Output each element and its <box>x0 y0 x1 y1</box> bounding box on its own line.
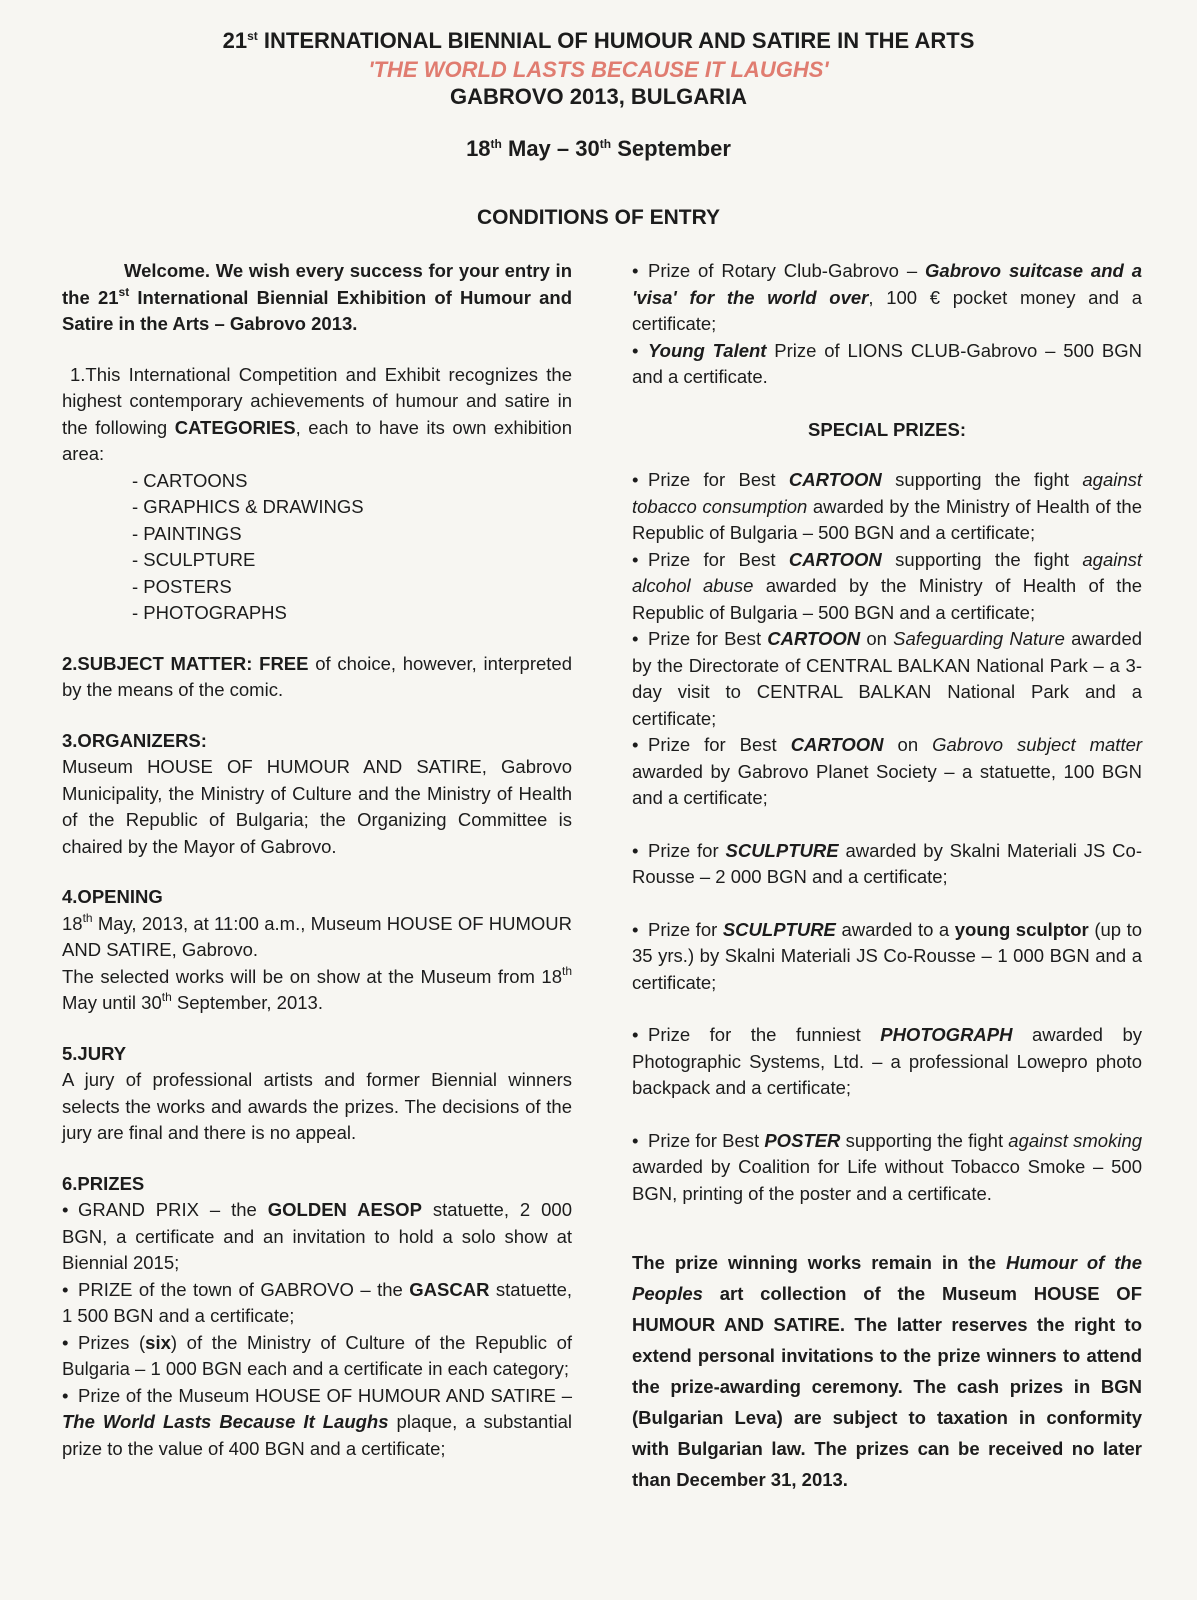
biennial-title: 21st INTERNATIONAL BIENNIAL OF HUMOUR AND SATIRE IN THE ARTS <box>222 28 975 53</box>
special-prize-item: • Prize for the funniest PHOTOGRAPH awarded by Photographic Systems, Ltd. – a professional Lowepro photo backpack and a certificate; <box>632 1024 1142 1098</box>
special-prize-item: • Prize for Best CARTOON supporting the fight against alcohol abuse awarded by the Ministry of Health of the Republic of Bulgaria – 500 BGN and a certificate; <box>632 548 1143 623</box>
prize-item: • Prizes (six) of the Ministry of Culture of the Republic of Bulgaria – 1 000 BGN each and a certificate in each category; <box>62 1331 572 1379</box>
closing-paragraph: The prize winning works remain in the Humour of the Peoples art collection of the Museum HOUSE OF HUMOUR AND SATIRE. The latter reserves the right to extend personal invitations to the prize winners to attend the prize-awarding ceremony. The cash prizes in BGN (Bulgarian Leva) are subject to taxation in conformity with Bulgarian law. The prizes can be received no later than December 31, 2013. <box>632 1252 1143 1490</box>
special-prize-item: • Prize for SCULPTURE awarded to a young sculptor (up to 35 yrs.) by Skalni Materiali JS Co-Rousse – 1 000 BGN and a certificate; <box>632 918 1143 993</box>
section-jury: 5.JURY A jury of professional artists and former Biennial winners selects the works and awards the prizes. The decisions of the jury are final and there is no appeal. <box>62 1042 572 1143</box>
special-prize-item: • Prize for SCULPTURE awarded by Skalni Materiali JS Co-Rousse – 2 000 BGN and a certificate; <box>632 839 1142 887</box>
prize-item: • Prize of Rotary Club-Gabrovo – Gabrovo suitcase and a 'visa' for the world over, 100 € pocket money and a certificate; <box>632 260 1143 334</box>
special-prize-item: • Prize for Best CARTOON supporting the fight against tobacco consumption awarded by the Ministry of Health of the Republic of Bulgaria – 500 BGN and a certificate; <box>632 469 1143 543</box>
section-categories: 1.This International Competition and Exhibit recognizes the highest contemporary achievements of humour and satire in the following CATEGORIES, each to have its own exhibition area: - CARTOONS - GRAPHICS & DRAWINGS - PAINTINGS - SCULPTURE - POSTERS - PHOTOGRAPHS <box>62 362 572 627</box>
category-item: - PHOTOGRAPHS <box>132 602 287 623</box>
section-organizers: 3.ORGANIZERS: Museum HOUSE OF HUMOUR AND SATIRE, Gabrovo Municipality, the Ministry of Culture and the Ministry of Health of the Republic of Bulgaria; the Organizing Committee is chaired by the Mayor of Gabrovo. <box>62 729 572 857</box>
section-prizes: 6.PRIZES • GRAND PRIX – the GOLDEN AESOP statuette, 2 000 BGN, a certificate and an invitation to hold a solo show at Biennial 2015; • PRIZE of the town of GABROVO – the GASCAR statuette, 1 500 BGN and a certificate; • Prizes (six) of the Ministry of Culture of the Republic of Bulgaria – 1 000 BGN each and a certificate in each category; • Prize of the Museum HOUSE OF HUMOUR AND SATIRE – The World Lasts Because It Laughs plaque, a substantial prize to the value of 400 BGN and a certificate; <box>62 1171 572 1463</box>
category-item: - POSTERS <box>132 575 232 597</box>
category-item: - CARTOONS <box>132 469 248 491</box>
special-prize-item: • Prize for Best CARTOON on Gabrovo subject matter awarded by Gabrovo Planet Society – a statuette, 100 BGN and a certificate; <box>632 734 1143 808</box>
prize-item: • GRAND PRIX – the GOLDEN AESOP statuette, 2 000 BGN, a certificate and an invitation to hold a solo show at Biennial 2015; <box>62 1199 572 1273</box>
special-prizes-heading: SPECIAL PRIZES: <box>808 418 966 440</box>
category-list <box>132 468 572 627</box>
section-subject-matter: 2.SUBJECT MATTER: FREE of choice, however, interpreted by the means of the comic. <box>62 652 573 700</box>
right-column <box>632 258 1142 1495</box>
left-column <box>62 258 572 1462</box>
prize-item: • PRIZE of the town of GABROVO – the GASCAR statuette, 1 500 BGN and a certificate; <box>62 1278 573 1326</box>
category-item: - SCULPTURE <box>132 549 256 570</box>
category-item: - PAINTINGS <box>132 522 242 544</box>
category-item: - GRAPHICS & DRAWINGS <box>132 496 364 517</box>
exhibition-dates: 18th May – 30th September <box>466 136 731 161</box>
welcome-paragraph: Welcome. We wish every success for your entry in the 21st International Biennial Exhibition of Humour and Satire in the Arts – Gabrovo 2013. <box>62 260 573 334</box>
motto: 'THE WORLD LASTS BECAUSE IT LAUGHS' <box>368 57 829 82</box>
prize-item: • Prize of the Museum HOUSE OF HUMOUR AND SATIRE – The World Lasts Because It Laughs plaque, a substantial prize to the value of 400 BGN and a certificate; <box>62 1384 572 1459</box>
prize-item: • Young Talent Prize of LIONS CLUB-Gabrovo – 500 BGN and a certificate. <box>632 339 1142 387</box>
section-opening: 4.OPENING 18th May, 2013, at 11:00 a.m., Museum HOUSE OF HUMOUR AND SATIRE, Gabrovo. The selected works will be on show at the Museum from 18th May until 30th September, 2013. <box>62 886 573 1013</box>
special-prize-item: • Prize for Best POSTER supporting the fight against smoking awarded by Coalition for Life without Tobacco Smoke – 500 BGN, printing of the poster and a certificate. <box>632 1129 1143 1204</box>
special-prize-item: • Prize for Best CARTOON on Safeguarding Nature awarded by the Directorate of CENTRAL BALKAN National Park – a 3-day visit to CENTRAL BALKAN National Park and a certificate; <box>632 628 1143 729</box>
conditions-heading: CONDITIONS OF ENTRY <box>476 206 721 229</box>
place-year: GABROVO 2013, BULGARIA <box>449 84 748 109</box>
